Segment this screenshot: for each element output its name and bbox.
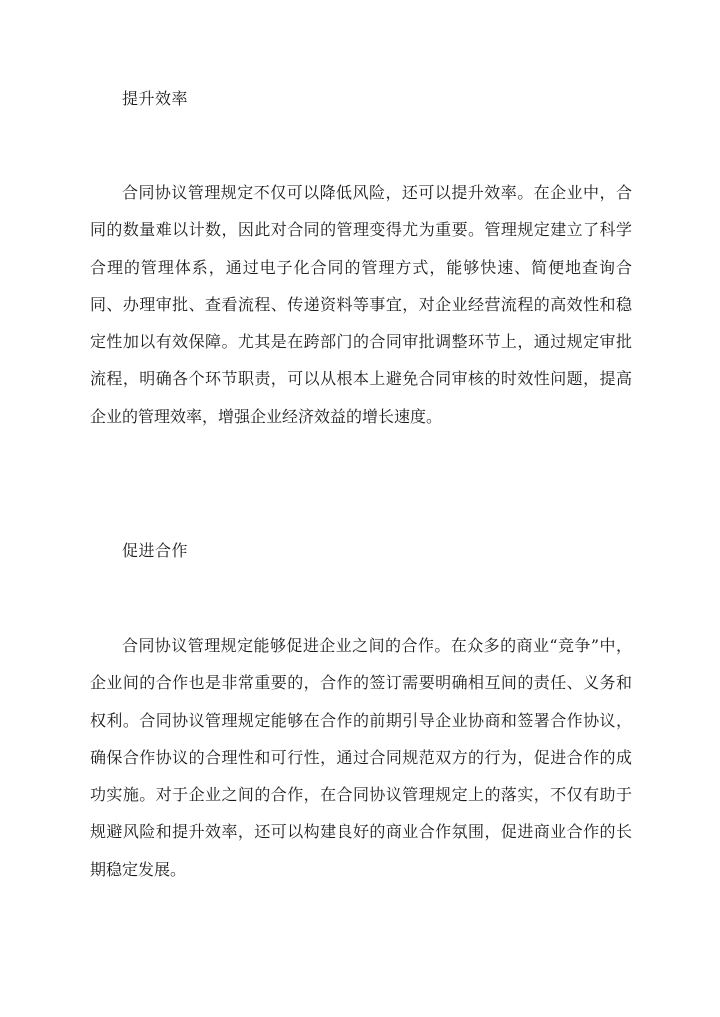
section-paragraph-efficiency: 合同协议管理规定不仅可以降低风险，还可以提升效率。在企业中，合同的数量难以计数，因此对合同的管理变得尤为重要。管理规定建立了科学合理的管理体系，通过电子化合同的管理方式，能够快速、简便地查询合同、办理审批、查看流程、传递资料等事宜，对企业经营流程的高效性和稳定性加以有效保障。尤其是在跨部门的合同审批调整环节上，通过规定审批流程，明确各个环节职责，可以从根本上避免合同审核的时效性问题，提高企业的管理效率，增强企业经济效益的增长速度。 (90, 183, 632, 426)
section-heading-efficiency: 提升效率 (122, 89, 189, 108)
section-heading-cooperation: 促进合作 (122, 541, 189, 560)
section-paragraph-cooperation: 合同协议管理规定能够促进企业之间的合作。在众多的商业“竞争”中，企业间的合作也是非常重要的，合作的签订需要明确相互间的责任、义务和权利。合同协议管理规定能够在合作的前期引导企业协商和签署合作协议，确保合作协议的合理性和可行性，通过合同规范双方的行为，促进合作的成功实施。对于企业之间的合作，在合同协议管理规定上的落实，不仅有助于规避风险和提升效率，还可以构建良好的商业合作氛围，促进商业合作的长期稳定发展。 (90, 636, 632, 879)
